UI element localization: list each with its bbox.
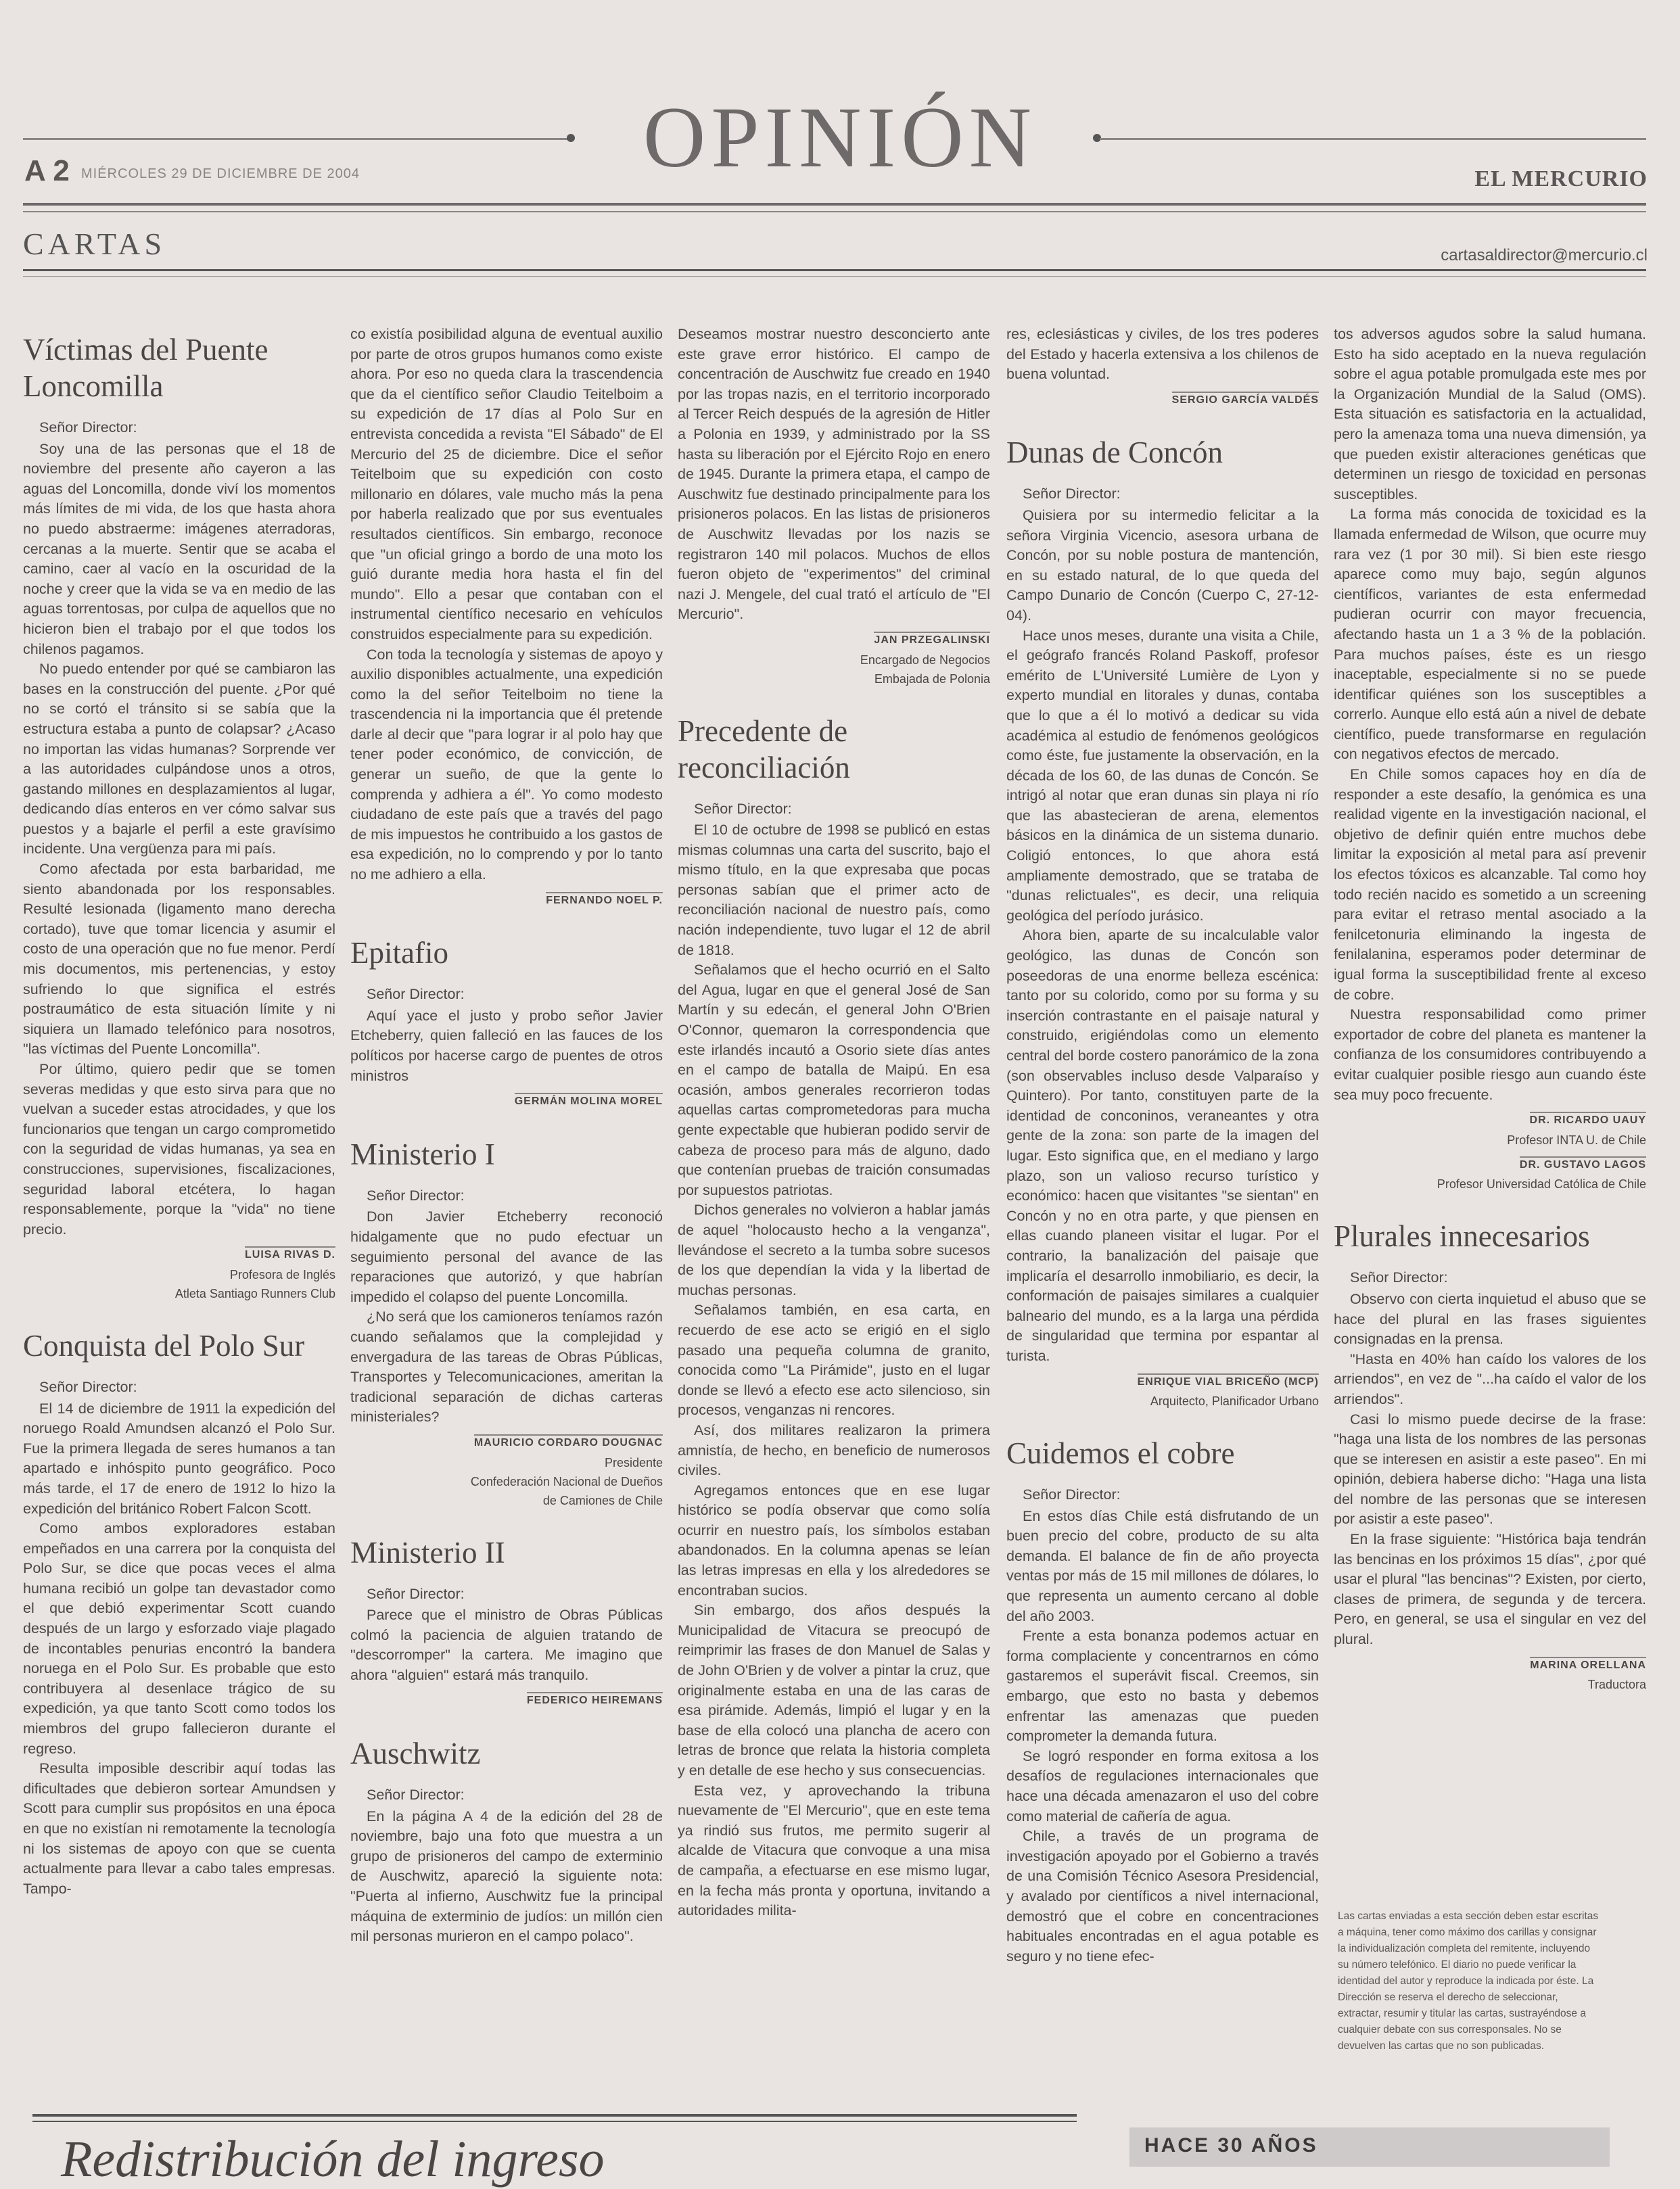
letter-paragraph: Ahora bien, aparte de su incalculable valor geológico, las dunas de Concón son poseedoras de una enorme belleza escénica: tanto por su colorido, como por su forma y su inserción contrastante en el paisaje natural y construido, erigiéndolas como un elemento central del borde costero panorámico de la zona (son observables incluso desde Valparaíso y Quintero). Por tanto, constituyen parte de la identidad de conconinos, veraneantes y otra gente de la zona: son parte de la imagen del lugar. Esto significa que, en el mediano y largo plazo, son un valioso recurso turístico y económico: hacen que visitantes "se sientan" en Concón y no en otra parte, y que piensen en ellas cuando planeen visitar el lugar. Por el contrario, la banalización del paisaje que implicaría el desarrollo inmobiliario, es decir, la conformación de paisajes similares a cualquier balneario del mundo, es a la larga una pérdida de singularidad que termina por espantar al turista. <box>1006 927 1319 1364</box>
letter-paragraph: Don Javier Etcheberry reconoció hidalgamente que no pudo efectuar un seguimiento personal del avance de las reparaciones que autorizó, y que habrían impedido el colapso del puente Loncomilla. <box>350 1208 663 1305</box>
letter-signature <box>1334 1655 1646 1676</box>
column-5 <box>1334 325 1646 1694</box>
letter-salutation: Señor Director: <box>39 1378 137 1395</box>
letter-paragraph: Resulta imposible describir aquí todas las dificultades que debieron sortear Amundsen y Scott para cumplir sus propósitos en una época en que no existían ni remotamente la tecnología ni los sistemas de apoyo con que se cuenta actualmente para llevar a cabo tales empresas. Tampo- <box>23 1760 335 1897</box>
signature-name: FEDERICO HEIREMANS <box>527 1692 663 1706</box>
letter-paragraph: ¿No será que los camioneros teníamos razón cuando señalamos que la complejidad y envergadura de las tareas de Obras Públicas, Transportes y Telecomunicaciones, ameritan la tradicional separación de dichas carteras ministeriales? <box>350 1309 663 1426</box>
next-article-headline: Redistribución del ingreso <box>61 2131 605 2188</box>
letter-title: Precedente de reconciliación <box>678 713 850 784</box>
signature-role: Atleta Santiago Runners Club <box>174 1286 335 1300</box>
letter-gap <box>350 1510 663 1528</box>
column-4 <box>1006 325 1319 1967</box>
letter-paragraph: Casi lo mismo puede decirse de la frase: "haga una lista de los nombres de las personas que se interesen en asistir a este paseo". En mi opinión, debiera haberse dicho: "Haga una lista del nombre de las personas que se interesen por asistir a este paseo". <box>1334 1411 1646 1528</box>
letter-paragraph: Se logró responder en forma exitosa a los desafíos de regulaciones internacionales que hace una década amenazaron el uso del cobre como material de cañería de agua. <box>1006 1747 1319 1825</box>
signature-name: SERGIO GARCÍA VALDÉS <box>1172 392 1319 406</box>
letter <box>1006 434 1319 1411</box>
letter-salutation: Señor Director: <box>367 1187 465 1204</box>
letter-gap <box>1006 1411 1319 1428</box>
letter-title: Dunas de Concón <box>1006 436 1223 470</box>
letter-title: Conquista del Polo Sur <box>23 1328 305 1363</box>
letter-paragraph: Agregamos entonces que en ese lugar histórico se podía observar que como solía ocurrir en nuestro país, los símbolos estaban abandonados. En la columna apenas se leían las letras impresas en ella y los alrededores se encontraban sucios. <box>678 1482 990 1599</box>
letter-gap <box>1334 1194 1646 1211</box>
letter-gap <box>23 1303 335 1321</box>
letter <box>1334 1218 1646 1694</box>
signature-role: Arquitecto, Planificador Urbano <box>1150 1394 1319 1409</box>
letter-gap <box>350 1112 663 1129</box>
letter <box>350 1136 663 1510</box>
hace-30-anos-label: HACE 30 AÑOS <box>1144 2134 1318 2157</box>
letter-paragraph: co existía posibilidad alguna de eventual auxilio por parte de otros grupos humanos como existe ahora. Por eso no queda clara la trascendencia que da el científico señor Claudio Teitelboim a su expedición de 17 días al Polo Sur en entrevista concedida a revista "El Sábado" de El Mercurio del 25 de diciembre. Dice el señor Teitelboim que su expedición con costo millonario en dólares, vale mucho más la pena por haberla realizado que por sus eventuales resultados científicos. Sin embargo, reconoce que "un oficial gringo a bordo de una moto los guió durante media hora hasta el fin del mundo". Ello a pesar que contaban con el instrumental científico necesario en vehículos construidos especialmente para su expedición. <box>350 326 663 642</box>
letter-paragraph: Así, dos militares realizaron la primera amnistía, de hecho, en beneficio de numerosos civiles. <box>678 1421 990 1479</box>
letter-signature <box>350 1433 663 1453</box>
letter-title: Ministerio II <box>350 1535 505 1570</box>
letter-paragraph: tos adversos agudos sobre la salud humana. Esto ha sido aceptado en la nueva regulación sobre el agua potable promulgada este mes por la Organización Mundial de la Salud (OMS). Esta situación es satisfactoria en la actualidad, pero la amenaza toma una nueva dimensión, ya que pueden existir alteraciones genéticas que determinen un riesgo de toxicidad en personas susceptibles. <box>1334 326 1646 502</box>
letter-paragraph: Por último, quiero pedir que se tomen severas medidas y que esto sirva para que no vuelvan a suceder estas atrocidades, y que los funcionarios que tengan un cargo comprometido con la seguridad de vidas humanas, ya sea en construcciones, supervisiones, fiscalizaciones, seguridad laboral etcétera, lo hagan responsablemente, porque la "vida" no tiene precio. <box>23 1061 335 1238</box>
letter-paragraph: res, eclesiásticas y civiles, de los tres poderes del Estado y hacerla extensiva a los chilenos de buena voluntad. <box>1006 326 1319 383</box>
letter-paragraph: Chile, a través de un programa de investigación apoyado por el Gobierno a través de una Comisión Técnico Asesora Presidencial, y avalado por científicos a nivel internacional, demostró que el cobre en concentraciones habituales encontradas en el agua potable es seguro y no tiene efec- <box>1006 1828 1319 1964</box>
section-title: OPINIÓN <box>643 89 1037 185</box>
letter-gap <box>350 910 663 928</box>
letter-paragraph: El 14 de diciembre de 1911 la expedición del noruego Roald Amundsen alcanzó el Polo Sur. Fue la primera llegada de seres humanos a tan apartado e inhóspito punto geográfico. Poco más tarde, el 17 de enero de 1912 lo hizo la expedición del británico Robert Falcon Scott. <box>23 1400 335 1517</box>
letter-salutation: Señor Director: <box>1350 1269 1448 1286</box>
letter-signature <box>678 630 990 651</box>
letter <box>678 713 990 1921</box>
letter-paragraph: Frente a esta bonanza podemos actuar en forma complaciente y concentrarnos en cómo gastaremos el superávit fiscal. Creemos, sin embargo, que esto no basta y debemos enfrentar las amenazas que pueden comprometer la demanda futura. <box>1006 1628 1319 1745</box>
letter-salutation: Señor Director: <box>367 1787 465 1804</box>
subsection-title: CARTAS <box>23 227 166 261</box>
subsection-rule <box>23 269 1646 271</box>
letter-paragraph: Con toda la tecnología y sistemas de apoyo y auxilio disponibles actualmente, una expedición como la del señor Teitelboim no tiene la trascendencia ni la importancia que él pretende darle al decir que "para lograr ir al polo hay que tener poder económico, de convicción, de generar un sueño, de que la gente lo comprenda y adhiera a él". Yo como modesto ciudadano de este país que a través del pago de mis impuestos he contribuido a los gastos de esa expedición, no lo comprendo y por lo tanto no me adhiero a ella. <box>350 646 663 883</box>
letter <box>350 325 663 910</box>
letter-title: Ministerio I <box>350 1137 495 1171</box>
column-2 <box>350 325 663 1947</box>
letter <box>1006 1435 1319 1967</box>
letter-signature <box>350 891 663 911</box>
letter-signature <box>1006 1372 1319 1392</box>
letter <box>23 331 335 1303</box>
letter <box>1334 325 1646 1194</box>
letter-paragraph: La forma más conocida de toxicidad es la llamada enfermedad de Wilson, que ocurre muy rara vez (1 por 30 mil). Si bien este riesgo aparece como muy bajo, según algunos científicos, variantes de esta enfermedad pudieran ocurrir con mayor frecuencia, afectando hasta un 1 a 3 % de la población. Para muchos países, éste es un riesgo inaceptable, especialmente si no se puede identificar quiénes son los susceptibles a correrlo. Aunque ello está aún a nivel de debate científico, puede transformarse en regulación con negativos efectos de mercado. <box>1334 506 1646 763</box>
letters-policy-note: Las cartas enviadas a esta sección deben estar escritas a máquina, tener como máximo dos carillas y consignar la individualización completa del remitente, incluyendo su número telefónico. El diario no puede verificar la identidad del autor y reproduce la indicada por éste. La Dirección se reserva el derecho de seleccionar, extractar, resumir y titular las cartas, sustrayéndose a cualquier debate con sus corresponsales. No se devuelven las cartas que no son publicadas. <box>1338 1910 1599 2052</box>
letter <box>678 325 990 688</box>
footer-rule-thin <box>32 2121 1077 2122</box>
hace-30-anos-box <box>1129 2127 1610 2167</box>
signature-name: DR. GUSTAVO LAGOS <box>1520 1156 1646 1171</box>
letter-signature <box>23 1245 335 1265</box>
footer-rule <box>32 2114 1077 2117</box>
letter-paragraph: En estos días Chile está disfrutando de un buen precio del cobre, producto de su alta demanda. El balance de fin de año proyecta ventas por más de 15 mil millones de dólares, lo que representa un aumento cercano al doble del año 2003. <box>1006 1507 1319 1624</box>
letter-gap <box>1006 410 1319 427</box>
signature-name: GERMÁN MOLINA MOREL <box>515 1093 663 1107</box>
letter-paragraph: Esta vez, y aprovechando la tribuna nuevamente de "El Mercurio", que en este tema ya rindió sus frutos, me permito sugerir al alcalde de Vitacura que convoque a una misa de campaña, a efectuarse en ese mismo lugar, en la fecha más pronta y oportuna, invitando a autoridades milita- <box>678 1782 990 1919</box>
letter-title: Epitafio <box>350 936 448 970</box>
letter <box>350 935 663 1112</box>
signature-name: DR. RICARDO UAUY <box>1530 1112 1646 1126</box>
signature-role: Embajada de Polonia <box>874 672 990 686</box>
signature-name: MAURICIO CORDARO DOUGNAC <box>474 1434 663 1449</box>
letter <box>350 1534 663 1712</box>
letter-paragraph: Como afectada por esta barbaridad, me siento abandonada por los responsables. Resulté lesionada (ligamento mano derecha cortado), tuve que tomar licencia y asumir el costo de una operación que no fue menor. Perdí mis documentos, mis pertenencias, y estoy sufriendo lo que significa el estrés postraumático de esta situación límite y ni siquiera un llamado telefónico para nosotros, "las víctimas del Puente Loncomilla". <box>23 861 335 1058</box>
letter-salutation: Señor Director: <box>1023 1486 1121 1503</box>
letter-title: Víctimas del Puente Loncomilla <box>23 333 269 403</box>
signature-role: Traductora <box>1587 1678 1646 1692</box>
signature-role: Presidente <box>604 1455 663 1469</box>
signature-role: de Camiones de Chile <box>542 1493 663 1507</box>
letter-salutation: Señor Director: <box>694 800 792 817</box>
letter-title: Auschwitz <box>350 1737 481 1771</box>
letter <box>350 1735 663 1947</box>
letter-paragraph: Soy una de las personas que el 18 de noviembre del presente año cayeron a las aguas del Loncomilla, donde viví los momentos más límites de mi vida, de los que hasta ahora no puedo abstraerme: imágenes aterradoras, cercanas a la muerte. Sentir que se acaba el camino, caer al vacío en la oscuridad de la noche y creer que la vida se va en medio de las aguas torrentosas, por culpa de aquellos que no hicieron bien el trabajo por el que todos los chilenos pagamos. <box>23 440 335 657</box>
subsection-rule-thin <box>23 276 1646 277</box>
letter-paragraph: Como ambos exploradores estaban empeñados en una carrera por la conquista del Polo Sur, se dice que pocas veces el alma humana recibió un golpe tan devastador como el que debió experimentar Scott cuando después de un largo y esforzado viaje plagado de incontables penurias encontró la bandera noruega en el Polo Sur. Es probable que esto contribuyera al desenlace trágico de su expedición, ya que tanto Scott como todos los miembros del grupo fallecieron durante el regreso. <box>23 1520 335 1757</box>
letter-signature <box>350 1691 663 1711</box>
letter-title: Cuidemos el cobre <box>1006 1436 1235 1471</box>
letter-salutation: Señor Director: <box>1023 486 1121 502</box>
signature-name: MARINA ORELLANA <box>1530 1657 1646 1671</box>
column-1 <box>23 325 335 1899</box>
letter-paragraph: Dichos generales no volvieron a hablar jamás de aquel "holocausto hecho a la venganza", llevándose el secreto a la tumba sobre sucesos de los que dependían la vida y la libertad de muchas personas. <box>678 1202 990 1298</box>
letter-paragraph: "Hasta en 40% han caído los valores de los arriendos", en vez de "...ha caído el valor de los arriendos". <box>1334 1350 1646 1407</box>
letter-salutation: Señor Director: <box>367 986 465 1003</box>
letter <box>1006 325 1319 410</box>
column-3 <box>678 325 990 1921</box>
letter-title: Plurales innecesarios <box>1334 1219 1590 1254</box>
signature-name: ENRIQUE VIAL BRICEÑO (MCP) <box>1138 1373 1319 1388</box>
signature-role: Profesor INTA U. de Chile <box>1507 1133 1646 1147</box>
masthead-rule-thin <box>23 211 1646 212</box>
letter-paragraph: El 10 de octubre de 1998 se publicó en estas mismas columnas una carta del suscrito, bajo el mismo título, en la que expresaba que pocas personas sabían que el primer acto de reconciliación nacional de nuestro país, como nación independiente, tuvo lugar el 12 de abril de 1818. <box>678 822 990 958</box>
letter-salutation: Señor Director: <box>39 419 137 436</box>
letter-paragraph: En la frase siguiente: "Histórica baja tendrán las bencinas en los próximos 15 días", ¿por qué usar el plural "las bencinas"? Existen, por cierto, clases de primera, de segunda y de tercera. Pero, en general, se usa el singular en vez del plural. <box>1334 1531 1646 1648</box>
letter-paragraph: Observo con cierta inquietud el abuso que se hace del plural en las frases siguientes consignadas en la prensa. <box>1334 1290 1646 1348</box>
signature-role: Profesora de Inglés <box>229 1267 335 1281</box>
signature-name: JAN PRZEGALINSKI <box>874 632 990 646</box>
letter-paragraph: En Chile somos capaces hoy en día de responder a este desafío, la genómica es una realidad vigente en la investigación nacional, el objetivo de definir quién entre muchos debe limitar la exposición al metal para así prevenir los efectos tóxicos es alcanzable. Tal como hoy todo recién nacido es sometido a un screening para evitar el retraso mental asociado a la fenilcetonuria eliminando la ingesta de fenilalanina, esperamos poder determinar de igual forma la susceptibilidad frente al exceso de cobre. <box>1334 766 1646 1003</box>
masthead-rule <box>23 203 1646 206</box>
letter-paragraph: En la página A 4 de la edición del 28 de noviembre, bajo una foto que muestra a un grupo de prisioneros del campo de exterminio de Auschwitz, apareció la siguiente nota: "Puerta al infierno, Auschwitz fue la principal máquina de exterminio de judíos: un millón cien mil personas murieron en el campo polaco". <box>350 1808 663 1945</box>
signature-role: Confederación Nacional de Dueños <box>470 1474 663 1488</box>
signature-name: LUISA RIVAS D. <box>245 1246 335 1261</box>
newspaper-name: EL MERCURIO <box>1474 166 1648 191</box>
letter-salutation: Señor Director: <box>367 1585 465 1602</box>
letter-signature <box>1334 1155 1646 1175</box>
letter-gap <box>350 1711 663 1728</box>
letter-paragraph: No puedo entender por qué se cambiaron las bases en la construcción del puente. ¿Por qué no se cortó el tránsito si se sabía que la estructura estaba a punto de colapsar? ¿Acaso no importan las vidas humanas? Sorprende ver a las autoridades culpándose unos a otros, gastando millones en desplazamientos al lugar, dedicando días enteros en ver cómo salvar sus puestos y a bajarle el perfil a este gravísimo incidente. Una vergüenza para mi país. <box>23 661 335 857</box>
signature-role: Profesor Universidad Católica de Chile <box>1437 1177 1646 1192</box>
letter-paragraph: Quisiera por su intermedio felicitar a la señora Virginia Vicencio, asesora urbana de Concón, por su noble postura de mantención, en su estado natural, de lo que queda del Campo Dunario de Concón (Cuerpo C, 27-12-04). <box>1006 507 1319 623</box>
letters-email[interactable]: cartasaldirector@mercurio.cl <box>1441 246 1648 264</box>
letter-paragraph: Parece que el ministro de Obras Públicas colmó la paciencia de alguien tratando de "descorromper" la cartera. Me imagino que ahora "alguien" estará más tranquilo. <box>350 1607 663 1683</box>
signature-name: FERNANDO NOEL P. <box>546 892 663 906</box>
letter-paragraph: Deseamos mostrar nuestro desconcierto ante este grave error histórico. El campo de concentración de Auschwitz fue creado en 1940 por las tropas nazis, en el territorio incorporado al Tercer Reich después de la agresión de Hitler a Polonia en 1939, y administrado por la SS hasta su liberación por el Ejército Rojo en enero de 1945. Durante la primera etapa, el campo de Auschwitz fue destinado principalmente para los prisioneros polacos. En las listas de prisioneros de Auschwitz llevadas por los nazis se registraron 140 mil polacos. Muchos de ellos fueron objeto de "experimentos" del criminal nazi J. Mengele, del cual trató el artículo de "El Mercurio". <box>678 326 990 623</box>
letter-paragraph: Sin embargo, dos años después la Municipalidad de Vitacura se preocupó de reimprimir las frases de don Manuel de Salas y de John O'Brien y de volver a pintar la cruz, que originalmente estaba en una de las caras de esa pirámide. Además, limpió el lugar y en la base de ella colocó una plancha de acero con letras de bronce que relata la historia completa y en detalle de ese hecho y sus consecuencias. <box>678 1602 990 1779</box>
letter <box>23 1327 335 1899</box>
page-number: A 2 <box>24 154 70 187</box>
page-date: MIÉRCOLES 29 DE DICIEMBRE DE 2004 <box>81 166 360 181</box>
letter-paragraph: Señalamos que el hecho ocurrió en el Salto del Agua, lugar en que el general José de San Martín y su edecán, el general John O'Brien O'Connor, quemaron la correspondencia que este irlandés incautó a Osorio siete días antes en el campo de batalla de Maipú. En esa ocasión, ambos generales recorrieron todas aquellas cartas comprometedoras para mucha gente expectable que hubieran podido servir de cabeza de proceso para más de alguno, dado que contenían pruebas de traición consumadas por supuestos patriotas. <box>678 962 990 1198</box>
letter-paragraph: Señalamos también, en esa carta, en recuerdo de ese acto se erigió en el siglo pasado una pequeña columna de granito, conocida como "La Pirámide", justo en el lugar donde se llevó a efecto ese acto silencioso, sin procesos, venganzas ni rencores. <box>678 1302 990 1419</box>
letter-signature <box>1334 1110 1646 1131</box>
letter-paragraph: Aquí yace el justo y probo señor Javier Etcheberry, quien falleció en las fauces de los políticos por hacerse cargo de puentes de otros ministros <box>350 1007 663 1084</box>
signature-role: Encargado de Negocios <box>860 653 990 667</box>
letter-paragraph: Nuestra responsabilidad como primer exportador de cobre del planeta es mantener la confianza de los consumidores contribuyendo a evitar cualquier posible riesgo aun cuando éste sea muy poco frecuente. <box>1334 1006 1646 1103</box>
letter-signature <box>350 1091 663 1112</box>
letter-paragraph: Hace unos meses, durante una visita a Chile, el geógrafo francés Roland Paskoff, profesor emérito de L'Université Lumière de Lyon y experto mundial en litorales y dunas, contaba que lo que a él lo motivó a dedicar su vida académica al estudio de fenómenos geológicos como éste, fue justamente la observación, en la década de los 60, de las dunas de Concón. Se intrigó al notar que eran dunas sin playa ni río que las abastecieran de arena, elementos básicos en la dinámica de un sistema dunario. Coligió entonces, lo que ahora está ampliamente demostrado, que se trataba de "dunas relictuales", es decir, una reliquia geológica del período jurásico. <box>1006 627 1319 924</box>
letter-signature <box>1006 390 1319 410</box>
letter-gap <box>678 688 990 706</box>
